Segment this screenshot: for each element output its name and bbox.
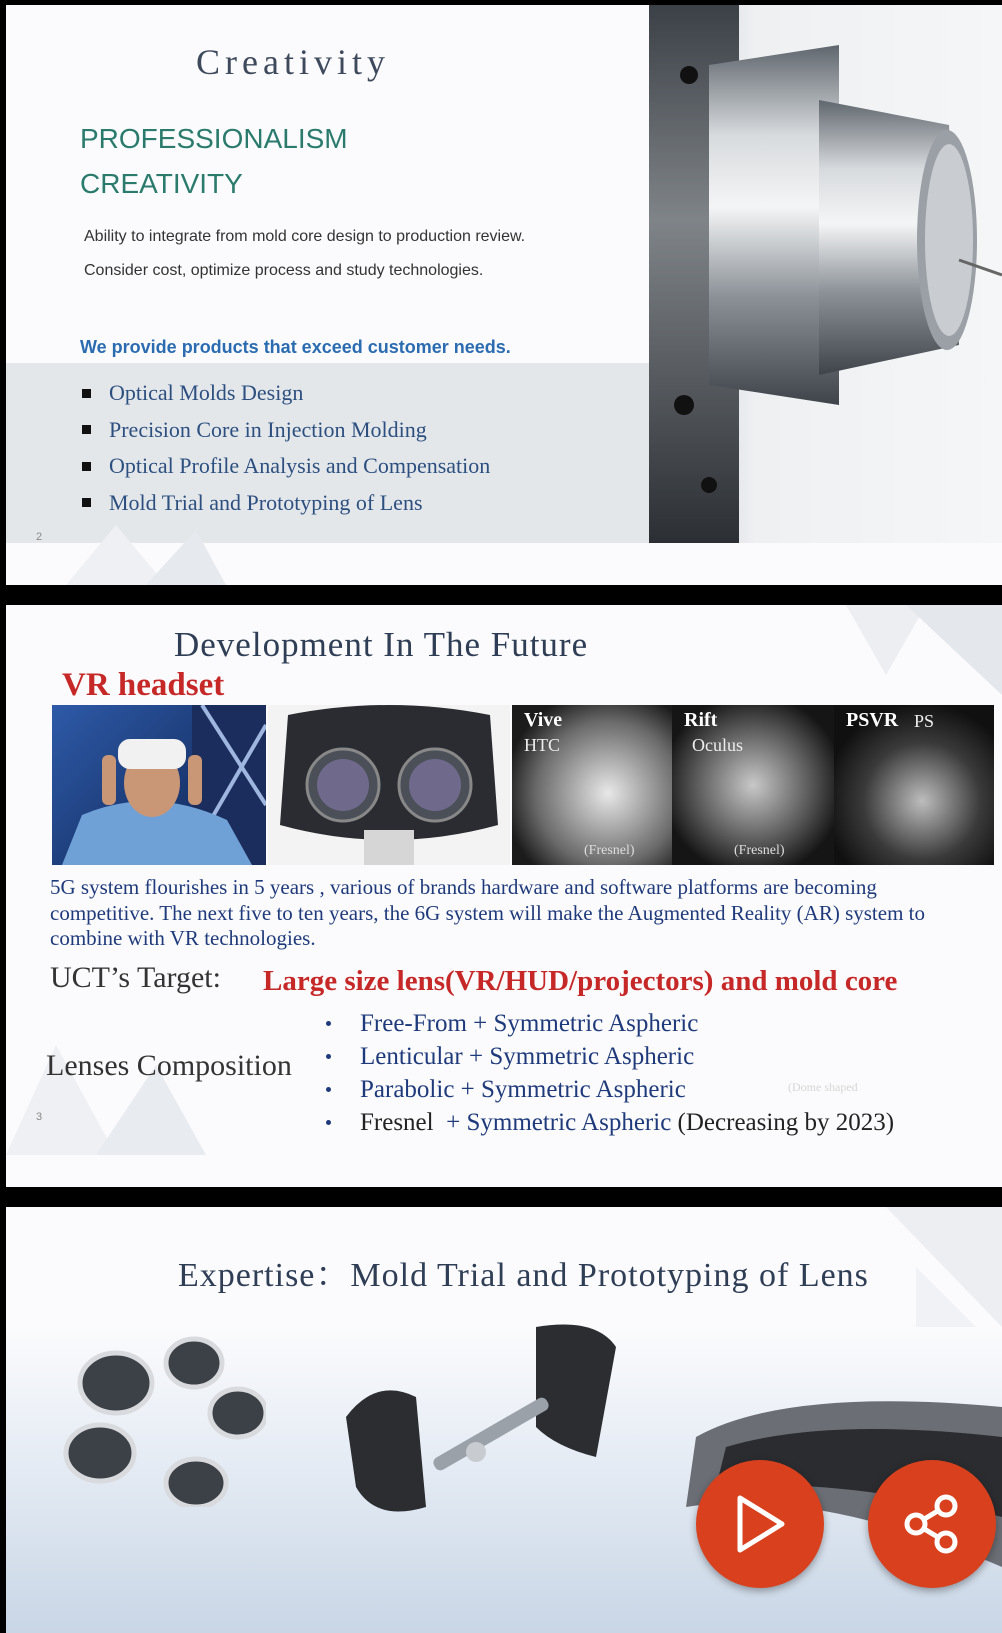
fresnel-lens-photo: Vive HTC (Fresnel) (512, 705, 672, 865)
slide-development (6, 605, 1002, 1187)
headset-lens-photo (268, 705, 510, 865)
square-bullet-icon (82, 425, 91, 434)
target-label: UCT’s Target: (50, 961, 221, 994)
slide-title: Expertise：Mold Trial and Prototyping of Lens (178, 1257, 869, 1294)
bullet-icon (326, 1021, 331, 1026)
list-item: Free-From + Symmetric Aspheric (326, 1007, 894, 1040)
slide-creativity (6, 5, 1002, 585)
bullet-icon (326, 1054, 331, 1059)
text-line-integrate: Ability to integrate from mold core design to production review. (84, 228, 526, 245)
mold-core-photo (649, 5, 1002, 543)
heading-creativity: CREATIVITY (80, 168, 243, 199)
list-item: Parabolic + Symmetric Aspheric (326, 1073, 894, 1106)
square-bullet-icon (82, 498, 91, 507)
list-item: Optical Profile Analysis and Compensation (82, 448, 490, 485)
slide-title: Creativity (196, 42, 390, 82)
decorative-triangles (66, 525, 226, 585)
play-button[interactable] (696, 1460, 824, 1588)
bullet-icon (326, 1087, 331, 1092)
psvr-lens-photo: PSVR PS (834, 705, 994, 865)
decorative-triangles (886, 1207, 1002, 1327)
list-item: Optical Molds Design (82, 375, 490, 412)
composition-label: Lenses Composition (46, 1049, 292, 1082)
page-number: 3 (36, 1111, 43, 1123)
composition-list (326, 1007, 894, 1139)
heading-professionalism: PROFESSIONALISM (80, 123, 348, 154)
square-bullet-icon (82, 462, 91, 471)
paragraph: 5G system flourishes in 5 years , various of brands hardware and software platforms are becoming competitive. The next five to ten years, the 6G system will make the Augmented Reality (AR) system to combine with VR technologies. (50, 875, 926, 950)
vr-user-photo (52, 705, 266, 865)
decorative-triangles (846, 605, 1002, 695)
vr-frame-photo (336, 1307, 636, 1527)
service-list (82, 375, 490, 521)
list-item: Mold Trial and Prototyping of Lens (82, 485, 490, 522)
list-item: Lenticular + Symmetric Aspheric (326, 1040, 894, 1073)
text-line-cost: Consider cost, optimize process and study technologies. (84, 262, 484, 279)
oculus-lens-photo: Rift Oculus (Fresnel) (672, 705, 834, 865)
list-item: Precision Core in Injection Molding (82, 412, 490, 449)
share-icon (900, 1492, 964, 1556)
tagline: We provide products that exceed customer needs. (80, 337, 511, 357)
share-button[interactable] (868, 1460, 996, 1588)
list-item: Fresnel + Symmetric Aspheric (Decreasing by 2023) (326, 1106, 894, 1139)
lens-set-photo (46, 1327, 266, 1507)
bullet-icon (326, 1120, 331, 1125)
slide-expertise (6, 1207, 1002, 1633)
page-number: 2 (36, 531, 43, 543)
target-value: Large size lens(VR/HUD/projectors) and mold core (263, 965, 898, 997)
slide-subtitle: VR headset (62, 667, 225, 703)
faint-note: (Dome shaped (788, 1080, 858, 1094)
square-bullet-icon (82, 389, 91, 398)
play-icon (732, 1494, 788, 1554)
slide-title: Development In The Future (174, 625, 589, 664)
